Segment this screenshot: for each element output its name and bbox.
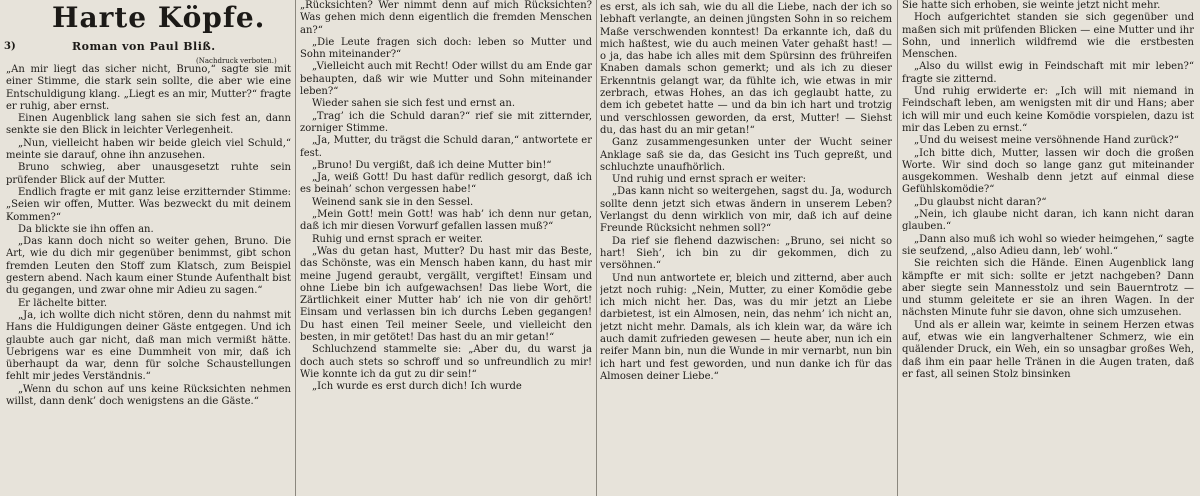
paragraph: „Ja, ich wollte dich nicht stören, denn du nahmst mit Hans die Huldigungen deiner Gäste entgegen. Und ich glaubte auch gar nicht, daß man mich vermißt hätte. Uebrigens war es eine Dummheit von mir, daß ich überhaupt da war, denn für solche Schaustellungen fehlt mir jedes Verständnis.“ (6, 309, 291, 383)
column-1 (6, 0, 291, 496)
paragraph: „Also du willst ewig in Feindschaft mit mir leben?“ fragte sie zitternd. (902, 61, 1194, 85)
paragraph: Einen Augenblick lang sahen sie sich fest an, dann senkte sie den Blick in leichter Verlegenheit. (6, 113, 291, 137)
paragraph: „Das kann doch nicht so weiter gehen, Bruno. Die Art, wie du dich mir gegenüber benimmst, gibt schon fremden Leuten den Stoff zum Klatsch, zum Beispiel gestern abend. Nach kaum einer Stunde Aufenthalt bist du gegangen, und zwar ohne mir Adieu zu sagen.“ (6, 236, 291, 297)
paragraph: Wieder sahen sie sich fest und ernst an. (312, 98, 516, 110)
paragraph: Ganz zusammengesunken unter der Wucht seiner Anklage saß sie da, das Gesicht ins Tuch gepreßt, und schluchzte unaufhörlich. (600, 137, 892, 173)
paragraph: es erst, als ich sah, wie du all die Liebe, nach der ich so lebhaft verlangte, an deinen jüngsten Sohn in so reichem Maße verschwenden konntest! Da erkannte ich, daß du mich haßtest, wie du auch meinen Vater gehaßt hast! — o ja, das habe ich alles mit dem Spürsinn des frühreifen Knaben damals schon gemerkt; und als ich zu dieser Erkenntnis gelangt war, da fühlte ich, wie etwas in mir zerbrach, etwas Hohes, an das ich geglaubt hatte, zu dem ich gebetet hatte — und da bin ich hart und trotzig und verschlossen geworden, da erst, Mutter! — Siehst du, das hast du an mir getan!“ (600, 2, 892, 136)
paragraph: Hoch aufgerichtet standen sie sich gegenüber und maßen sich mit prüfenden Blicken — eine Mutter und ihr Sohn, und innerlich wildfremd wie die erstbesten Menschen. (902, 12, 1194, 61)
paragraph: „Die Leute fragen sich doch: leben so Mutter und Sohn miteinander?“ (300, 36, 592, 61)
reprint-note: (Nachdruck verboten.) (196, 57, 277, 65)
paragraph: „Ja, weiß Gott! Du hast dafür redlich gesorgt, daß ich es beinah’ schon vergessen habe!“ (300, 172, 592, 196)
paragraph: „Was du getan hast, Mutter? Du hast mir das Beste, das Schönste, was ein Mensch haben kann, du hast mir meine Jugend geraubt, vergällt, vergiftet! Einsam und ohne Liebe bin ich aufgewachsen! Das liebe Wort, die Zärtlichkeit einer Mutter hab’ ich nie von dir gehört! Einsam und verlassen bin ich durchs Leben gegangen! Du hast einen Teil meiner Seele, und vielleicht den besten, in mir getötet! Das hast du an mir getan!“ (300, 245, 592, 344)
paragraph: Und nun antwortete er, bleich und zitternd, aber auch jetzt noch ruhig: „Nein, Mutter, zu einer Komödie gebe ich mich nicht her. Das, was du mir jetzt an Liebe darbietest, ist ein Almosen, nein, das nehm’ ich nicht an, jetzt nicht mehr. Damals, als ich klein war, da wäre ich auch damit zufrieden gewesen — heute aber, nun ich ein reifer Mann bin, nun die Wunde in mir vernarbt, nun bin ich hart und fest geworden, und nun danke ich für das Almosen deiner Liebe.“ (600, 272, 892, 382)
paragraph: „Rücksichten? Wer nimmt denn auf mich Rücksichten? Was gehen mich denn eigentlich die fremden Menschen an?“ (300, 0, 592, 36)
column-divider (295, 0, 296, 496)
installment-number: 3) (4, 41, 16, 52)
paragraph: Ruhig und ernst sprach er weiter. (312, 233, 483, 245)
column-2 (300, 0, 592, 496)
paragraph: „Ich wurde es erst durch dich! Ich wurde (312, 381, 522, 393)
paragraph: „Nein, ich glaube nicht daran, ich kann nicht daran glauben.“ (902, 209, 1194, 233)
column-4 (902, 0, 1194, 496)
paragraph: Da blickte sie ihn offen an. (18, 223, 154, 235)
paragraph: „Ich bitte dich, Mutter, lassen wir doch die großen Worte. Wir sind doch so lange ganz gut miteinander ausgekommen. Weshalb denn jetzt auf einmal diese Gefühlskomödie?“ (902, 147, 1194, 196)
paragraph: Und als er allein war, keimte in seinem Herzen etwas auf, etwas wie ein langverhaltener Schmerz, wie ein quälender Druck, ein Weh, ein so unsagbar großes Weh, daß ihm ein paar helle Tränen in die Augen traten, daß er fast, all seinen Stolz binsinken (902, 319, 1194, 380)
column-3 (600, 0, 892, 496)
paragraph: „Mein Gott! mein Gott! was hab’ ich denn nur getan, daß ich mir diesen Vorwurf gefallen lassen muß?“ (300, 209, 592, 233)
paragraph: „Bruno! Du vergißt, daß ich deine Mutter bin!“ (312, 159, 552, 171)
paragraph: „Ja, Mutter, du trägst die Schuld daran,“ antwortete er fest. (300, 135, 592, 159)
column-divider (596, 0, 597, 496)
paragraph: Sie hatte sich erhoben, sie weinte jetzt nicht mehr. (902, 0, 1161, 11)
article-title: Harte Köpfe. (52, 1, 266, 34)
column-divider (897, 0, 898, 496)
paragraph: „Du glaubst nicht daran?“ (914, 196, 1047, 208)
paragraph: „Dann also muß ich wohl so wieder heimgehen,“ sagte sie seufzend, „also Adieu dann, leb’ wohl.“ (902, 233, 1194, 257)
paragraph: Und ruhig erwiderte er: „Ich will mit niemand in Feindschaft leben, am wenigsten mit dir und Hans; aber ich will mir und euch keine Komödie vorspielen, dazu ist mir das Leben zu ernst.“ (902, 86, 1194, 134)
paragraph: Sie reichten sich die Hände. Einen Augenblick lang kämpfte er mit sich: sollte er jetzt nachgeben? Dann aber siegte sein Mannesstolz und sein Bauerntrotz — und stumm geleitete er sie an ihren Wagen. In der nächsten Minute fuhr sie davon, ohne sich umzusehen. (902, 258, 1194, 319)
paragraph: „Und du weisest meine versöhnende Hand zurück?“ (914, 135, 1179, 147)
paragraph: „Nun, vielleicht haben wir beide gleich viel Schuld,“ meinte sie darauf, ohne ihn anzusehen. (6, 137, 291, 162)
paragraph: „Wenn du schon auf uns keine Rücksichten nehmen willst, dann denk’ doch wenigstens an die Gäste.“ (6, 383, 291, 408)
paragraph: Bruno schwieg, aber unausgesetzt ruhte sein prüfender Blick auf der Mutter. (6, 162, 291, 186)
paragraph: Und ruhig und ernst sprach er weiter: (612, 174, 806, 186)
paragraph: Er lächelte bitter. (18, 297, 108, 309)
article-subtitle: Roman von Paul Bliß. (72, 40, 216, 53)
paragraph: Da rief sie flehend dazwischen: „Bruno, sei nicht so hart! Sieh’, ich bin zu dir gekommen, dich zu versöhnen.“ (600, 235, 892, 272)
paragraph: „Trag’ ich die Schuld daran?“ rief sie mit zitternder, zorniger Stimme. (300, 110, 592, 134)
paragraph: Endlich fragte er mit ganz leise erzitternder Stimme: „Seien wir offen, Mutter. Was bezweckt du mit deinem Kommen?“ (6, 186, 291, 223)
paragraph: „Vielleicht auch mit Recht! Oder willst du am Ende gar behaupten, daß wir wie Mutter und Sohn miteinander leben?“ (300, 61, 592, 98)
paragraph: Schluchzend stammelte sie: „Aber du, du warst ja doch auch stets so schroff und so unfreundlich zu mir! Wie konnte ich da gut zu dir sein!“ (300, 344, 592, 380)
paragraph: Weinend sank sie in den Sessel. (312, 196, 474, 208)
paragraph: „Das kann nicht so weitergehen, sagst du. Ja, wodurch sollte denn jetzt sich etwas ändern in unserem Leben? Verlangst du denn wirklich von mir, daß ich auf deine Freunde Rücksicht nehmen soll?“ (600, 186, 892, 235)
paragraph: „An mir liegt das sicher nicht, Bruno,“ sagte sie mit einer Stimme, die stark sein sollte, die aber wie eine Entschuldigung klang. „Liegt es an mir, Mutter?“ fragte er ruhig, aber ernst. (6, 64, 291, 112)
